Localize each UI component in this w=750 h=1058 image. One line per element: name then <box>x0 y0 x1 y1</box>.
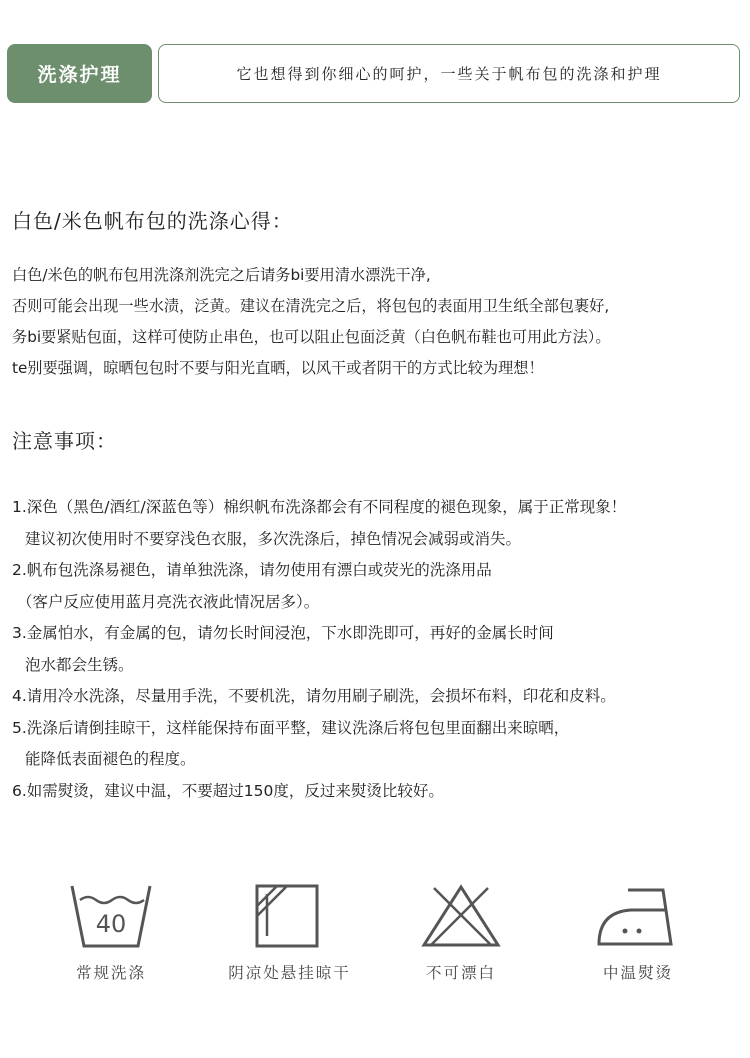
note-line: 1.深色（黑色/酒红/深蓝色等）棉织帆布洗涤都会有不同程度的褪色现象，属于正常现象！ <box>12 498 627 516</box>
paragraph-line: 否则可能会出现一些水渍，泛黄。建议在清洗完之后，将包包的表面用卫生纸全部包裹好, <box>12 297 610 315</box>
dry-label: 阴凉处悬挂晾干 <box>228 964 351 982</box>
bleach-label: 不可漂白 <box>425 964 496 982</box>
note-line: 3.金属怕水，有金属的包，请勿长时间浸泡，下水即洗即可，再好的金属长时间 <box>12 624 554 642</box>
no-bleach-icon <box>416 884 506 950</box>
paragraph-line: te别要强调，晾晒包包时不要与阳光直晒，以风干或者阴干的方式比较为理想！ <box>12 359 544 377</box>
section-subtitle-box <box>158 44 740 103</box>
note-line: 泡水都会生锈。 <box>25 655 134 674</box>
wash-label: 常规洗涤 <box>75 964 146 982</box>
wash-40-icon <box>66 884 156 950</box>
iron-medium-icon <box>593 884 683 950</box>
whitening-paragraph <box>12 260 744 384</box>
note-line: 2.帆布包洗涤易褪色，请单独洗涤，请勿使用有漂白或荧光的洗涤用品 <box>12 561 492 579</box>
notes-heading: 注意事项： <box>12 429 117 453</box>
paragraph-line: 务bi要紧贴包面，这样可使防止串色，也可以阻止包面泛黄（白色帆布鞋也可用此方法）。 <box>12 328 611 346</box>
note-line: 4.请用冷水洗涤，尽量用手洗，不要机洗，请勿用刷子刷洗，会损坏布料，印花和皮料。 <box>12 687 616 705</box>
note-line: 建议初次使用时不要穿浅色衣服，多次洗涤后，掉色情况会减弱或消失。 <box>25 529 522 548</box>
drip-dry-shade-icon <box>242 884 332 950</box>
section-tag-label: 洗涤护理 <box>37 64 122 86</box>
iron-label: 中温熨烫 <box>602 964 673 982</box>
note-line: （客户反应使用蓝月亮洗衣液此情况居多）。 <box>17 592 320 611</box>
notes-list <box>12 492 747 807</box>
paragraph-line: 白色/米色的帆布包用洗涤剂洗完之后请务bi要用清水漂洗干净, <box>12 266 431 284</box>
whitening-heading: 白色/米色帆布包的洗涤心得： <box>12 209 293 233</box>
note-line: 能降低表面褪色的程度。 <box>25 750 196 768</box>
note-line: 6.如需熨烫，建议中温，不要超过150度，反过来熨烫比较好。 <box>12 781 444 800</box>
wash-temperature: 40 <box>95 910 127 938</box>
section-subtitle: 它也想得到你细心的呵护，一些关于帆布包的洗涤和护理 <box>236 65 662 83</box>
note-line: 5.洗涤后请倒挂晾干，这样能保持布面平整，建议洗涤后将包包里面翻出来晾晒， <box>12 718 570 737</box>
section-tag <box>7 44 152 103</box>
